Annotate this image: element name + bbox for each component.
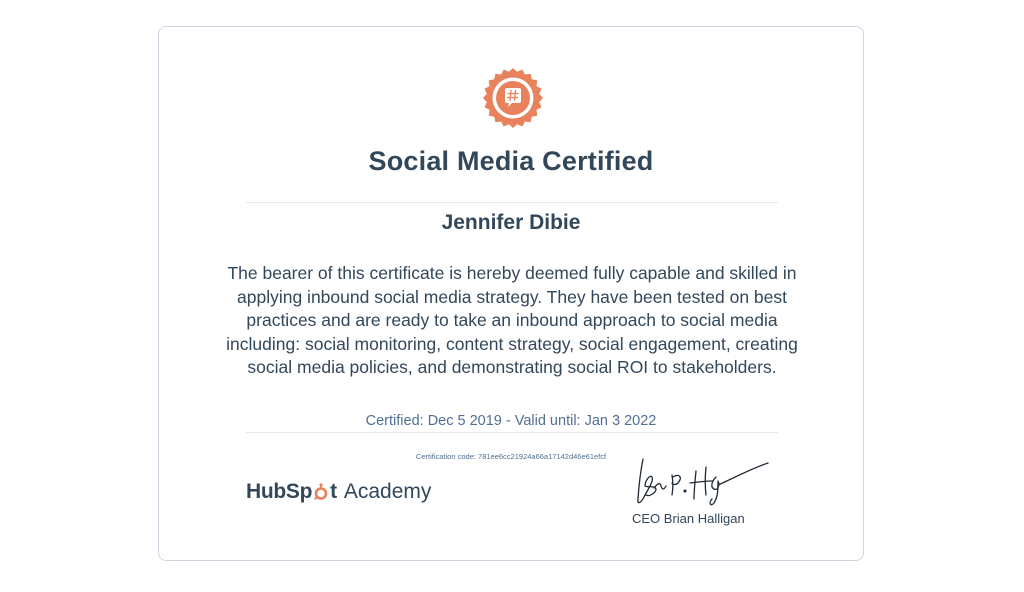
signer-name: CEO Brian Halligan (632, 511, 745, 526)
validity-dates: Certified: Dec 5 2019 - Valid until: Jan 3 2022 (365, 413, 657, 429)
signature-image (632, 455, 774, 507)
certification-badge-icon (483, 68, 543, 128)
sprocket-icon (312, 483, 330, 501)
recipient-name: Jennifer Dibie (441, 211, 581, 234)
hubspot-academy-logo (246, 478, 431, 506)
divider (246, 202, 778, 203)
logo-brand-part1: HubSp (246, 480, 313, 503)
divider (246, 432, 778, 433)
certificate-description: The bearer of this certificate is hereby deemed fully capable and skilled in applying inbound social media strategy. They have been tested on best practices and are ready to take an inbound approach to social media including: social monitoring, content strategy, social engagement, creating social media policies, and demonstrating social ROI to stakeholders. (226, 263, 798, 377)
certification-code: Certification code: 781ee6cc21924a66a17142d46e61efcf (415, 452, 607, 461)
logo-brand-part2: t (330, 480, 337, 503)
logo-academy-label: Academy (343, 480, 432, 503)
certificate-title: Social Media Certified (368, 146, 654, 176)
